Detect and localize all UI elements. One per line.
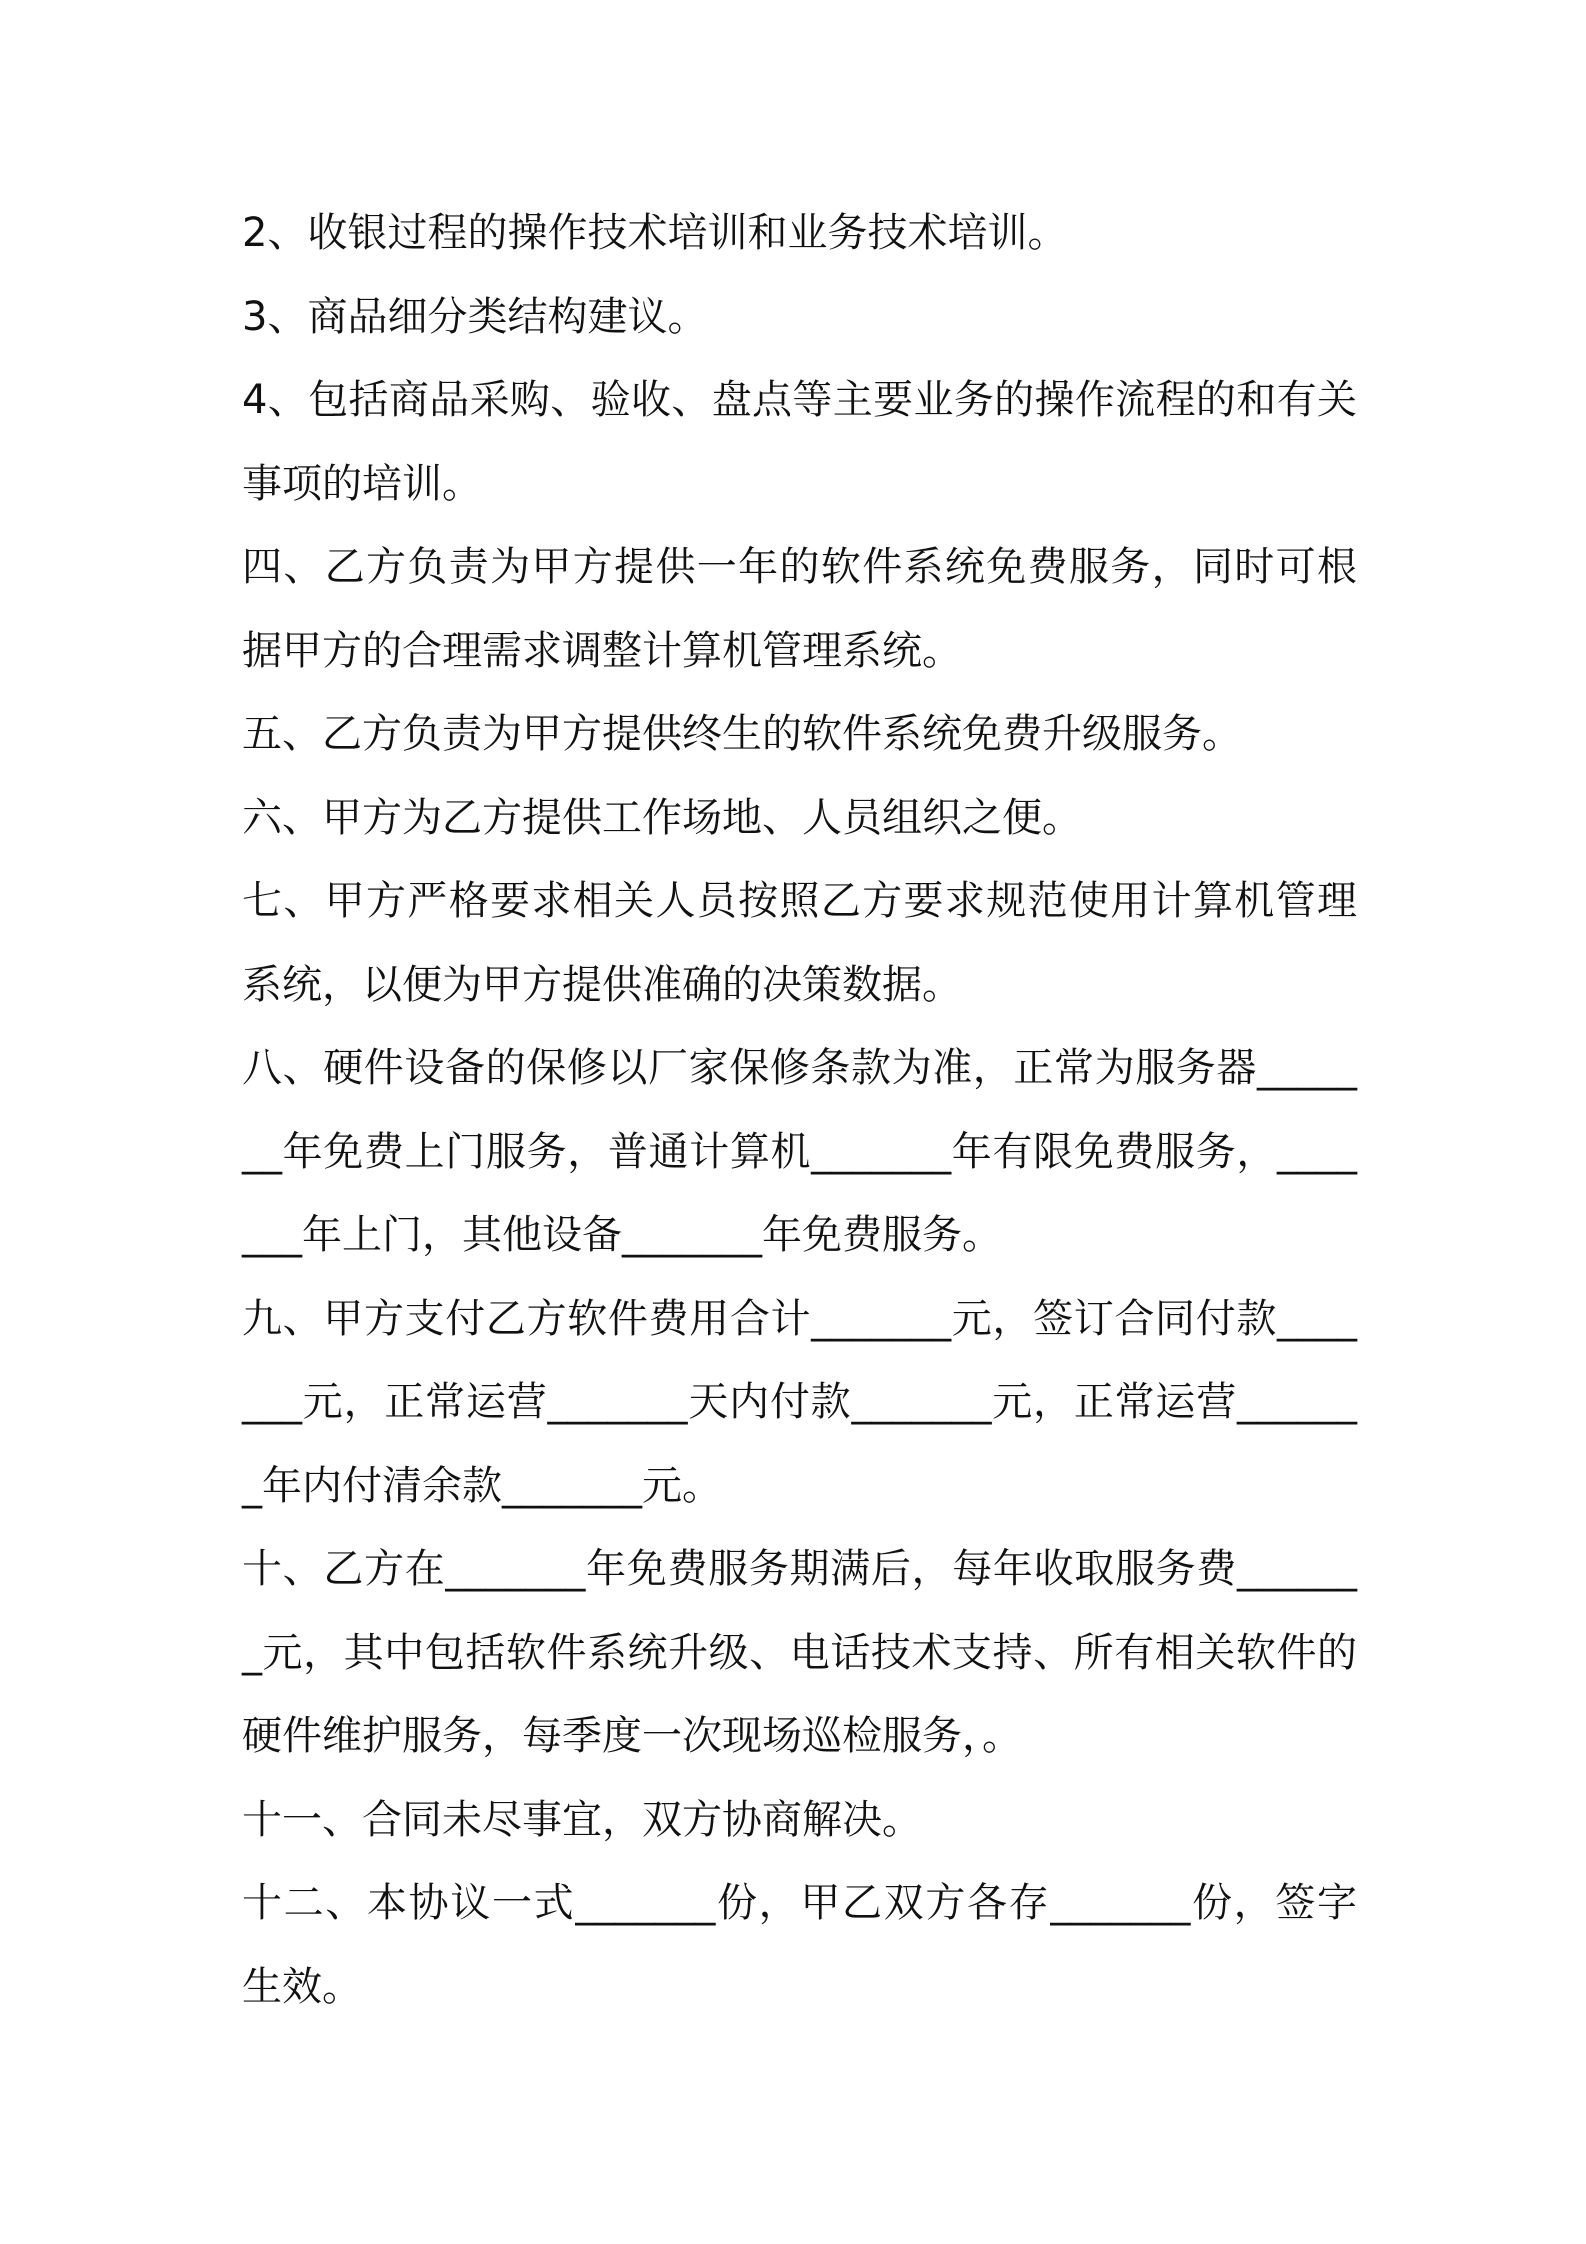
paragraph-clause-4: 四、乙方负责为甲方提供一年的软件系统免费服务，同时可根据甲方的合理需求调整计算机管理系统。 bbox=[242, 544, 1357, 674]
paragraph-clause-8: 八、硬件设备的保修以厂家保修条款为准，正常为服务器_______年免费上门服务，普通计算机_______年有限免费服务，_______年上门，其他设备_______年免费服务。 bbox=[242, 1045, 1357, 1258]
paragraph-clause-9: 九、甲方支付乙方软件费用合计_______元，签订合同付款_______元，正常运营_______天内付款_______元，正常运营_______年内付清余款_______元。 bbox=[242, 1295, 1357, 1509]
paragraph-clause-6: 六、甲方为乙方提供工作场地、人员组织之便。 bbox=[242, 794, 1082, 841]
document-body bbox=[242, 192, 1357, 2029]
paragraph-item-2: 2、收银过程的操作技术培训和业务技术培训。 bbox=[242, 210, 1068, 256]
paragraph-clause-12: 十二、本协议一式_______份，甲乙双方各存_______份，签字生效。 bbox=[242, 1880, 1357, 2010]
paragraph-clause-11: 十一、合同未尽事宜，双方协商解决。 bbox=[242, 1796, 922, 1843]
paragraph-item-3: 3、商品细分类结构建议。 bbox=[242, 293, 708, 340]
paragraph-clause-10: 十、乙方在_______年免费服务期满后，每年收取服务费_______元，其中包括软件系统升级、电话技术支持、所有相关软件的硬件维护服务，每季度一次现场巡检服务，。 bbox=[242, 1546, 1357, 1759]
paragraph-clause-7: 七、甲方严格要求相关人员按照乙方要求规范使用计算机管理系统，以便为甲方提供准确的决策数据。 bbox=[242, 878, 1357, 1008]
paragraph-clause-5: 五、乙方负责为甲方提供终生的软件系统免费升级服务。 bbox=[242, 711, 1242, 757]
paragraph-item-4: 4、包括商品采购、验收、盘点等主要业务的操作流程的和有关事项的培训。 bbox=[242, 377, 1357, 507]
